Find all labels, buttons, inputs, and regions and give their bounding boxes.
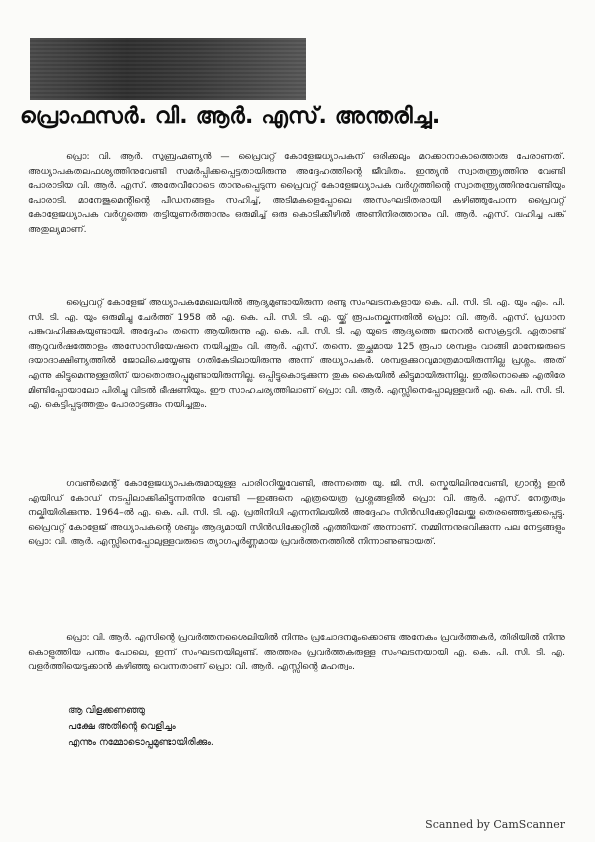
closing-poem: [68, 703, 214, 751]
poem-line-3: എന്നും നമ്മോടൊപ്പമുണ്ടായിരിക്കും.: [68, 737, 214, 748]
paragraph-1-text: പ്രൊ: വി. ആർ. സുബ്രഹ്മണ്യൻ — പ്രൈവറ്റ് കോളേജധ്യാപകന് ഒരിക്കലും മറക്കാനാകാത്തൊരു പേരാണത്. അധ്യാപകതലഫശ്യത്തിനുവേണ്ടി സമർപ്പിക്കപ്പെട്ടതായിരുന്നു അദ്ദേഹത്തിന്റെ ജീവിതം. ഇന്ത്യൻ സ്വാതന്ത്ര്യത്തിനു വേണ്ടി പോരാടിയ വി. ആർ. എസ്. അതേവീറോടെ താനുംപ്പെടുന്ന പ്രൈവറ്റ് കോളേജധ്യാപക വർഗ്ഗത്തിന്റെ സ്വാതന്ത്ര്യത്തിനുവേണ്ടിയും പോരാടി. മാനേജുമെന്റിന്റെ പീഡനങ്ങളം സഹിച്ച്, അടിമകളെപ്പോലെ അസംഘടിതരായി കഴിഞ്ഞുപോന്ന പ്രൈവറ്റ് കോളേജധ്യാപക വർഗ്ഗത്തെ തട്ടിയുണർത്താനും ഒരുമിച്ച് ഒരു കൊടിക്കീഴിൽ അണിനിരത്താനും വി. ആർ. എസ്. വഹിച്ച പങ്ക് അതുല്യമാണ്.: [28, 151, 565, 235]
header-photo: [30, 38, 306, 100]
paragraph-3-text: ഗവൺമെന്റ് കോളേജധ്യാപകരുമായുള്ള പാരിററിയ്ക്കുവേണ്ടി, അന്നത്തെ യു. ജി. സി. സ്കെയിലിനുവേണ്ടി, ഗ്രാന്റു ഇൻ എയിഡ് കോഡ് നടപ്പിലാക്കികിട്ടുന്നതിനു വേണ്ടി —ഇങ്ങനെ എത്രയെത്ര പ്രശ്നങ്ങളിൽ പ്രൊ: വി. ആർ. എസ്. നേതൃത്വം നല്കിയിരിക്കുന്നു. 1964–ൽ എ. കെ. പി. സി. ടി. എ. പ്രതിനിധി എന്നനിലയിൽ അദ്ദേഹം സിൻഡിക്കേറ്റിലേയ്ക്കു തെരഞ്ഞെടുക്കപ്പെട്ടു. പ്രൈവറ്റ് കോളേജ് അധ്യാപകന്റെ ശബ്ദം ആദ്യമായി സിൻഡിക്കേറ്റിൽ എത്തിയത് അന്നാണ്. നമ്മിന്നനുഭവിക്കുന്ന പല നേട്ടങ്ങളും പ്രൊ: വി. ആർ. എസ്സിനെപ്പോലുള്ളവരുടെ ത്യാഗപൂർണ്ണമായ പ്രവർത്തനത്തിൽ നിന്നാണുണ്ടായത്.: [28, 478, 565, 548]
paragraph-2: [28, 296, 565, 413]
paragraph-4: [28, 631, 565, 675]
poem-line-2: പക്ഷേ അതിന്റെ വെളിച്ചം: [68, 721, 176, 732]
paragraph-3: [28, 477, 565, 550]
paragraph-1: [28, 150, 565, 238]
paragraph-2-text: പ്രൈവറ്റ് കോളേജ് അധ്യാപകമേഖലയിൽ ആദ്യമുണ്ടായിരുന്ന രണ്ടു സംഘടനകളായ കെ. പി. സി. ടി. എ. യും എം. പി. സി. ടി. എ. യും ഒരുമിച്ചു ചേർത്ത് 1958 ൽ എ. കെ. പി. സി. ടി. എ. യ്ക്ക് രൂപംനല്കുന്നതിൽ പ്രൊ: വി. ആർ. എസ്. പ്രധാന പങ്കുവഹിക്കുകയുണ്ടായി. അദ്ദേഹം തന്നെ ആയിരുന്നു എ. കെ. പി. സി. ടി. എ യുടെ ആദ്യത്തെ ജനറൽ സെക്രട്ടറി. ഏതാണ്ട് ആറുവർഷത്തോളം അസോസിയേഷനെ നയിച്ചതും വി. ആർ. എസ്. തന്നെ. തുച്ഛമായ 125 രൂപാ ശമ്പളം വാങ്ങി മാനേജരുടെ ദയാദാക്ഷിണ്യത്തിൽ ജോലിചെയ്യേണ്ട ഗതികേടിലായിരുന്നു അന്ന് അധ്യാപകർ. ശമ്പളക്കുറവുമാത്രമായിരുന്നില്ല പ്രശ്നം. അത് എന്നു കിട്ടുമെന്നുള്ളതിന് യാതൊരുറപ്പുമുണ്ടായിരുന്നില്ല. ഒപ്പിട്ടുകൊടുക്കുന്ന തുക കൈയിൽ കിട്ടുമായിരുന്നില്ല. ഇതിനൊക്കെ എതിരേ മിണ്ടിപ്പോയാലോ പിരിച്ചു വിടൽ ഭീഷണിയും. ഈ സാഹചര്യത്തിലാണ് പ്രൊ: വി. ആർ. എസ്സിനെപ്പോലുള്ളവർ എ. കെ. പി. സി. ടി. എ. കെട്ടിപ്പടുത്തതും പോരാട്ടങ്ങം നയിച്ചതും.: [28, 297, 566, 411]
poem-line-1: ആ വിളക്കണഞ്ഞു: [68, 705, 145, 716]
paragraph-4-text: പ്രൊ: വി. ആർ. എസിന്റെ പ്രവർത്തനശൈലിയിൽ നിന്നും പ്രചോദനമുംക്കൊണ്ട അനേകം പ്രവർത്തകർ, തിരിയിൽ നിന്നു കൊളുത്തിയ പന്തം പോലെ, ഇന്ന് സംഘടനയിലുണ്ട്. അത്തരം പ്രവർത്തകരുള്ള സംഘടനയായി എ. കെ. പി. സി. ടി. എ. വളർത്തിയെടുക്കാൻ കഴിഞ്ഞു വെന്നതാണ് പ്രൊ: വി. ആർ. എസ്സിന്റെ മഹത്വം.: [28, 632, 565, 673]
article-title: പ്രൊഫസർ. വി. ആർ. എസ്. അന്തരിച്ചു.: [20, 104, 441, 129]
scanner-watermark: Scanned by CamScanner: [425, 818, 565, 831]
